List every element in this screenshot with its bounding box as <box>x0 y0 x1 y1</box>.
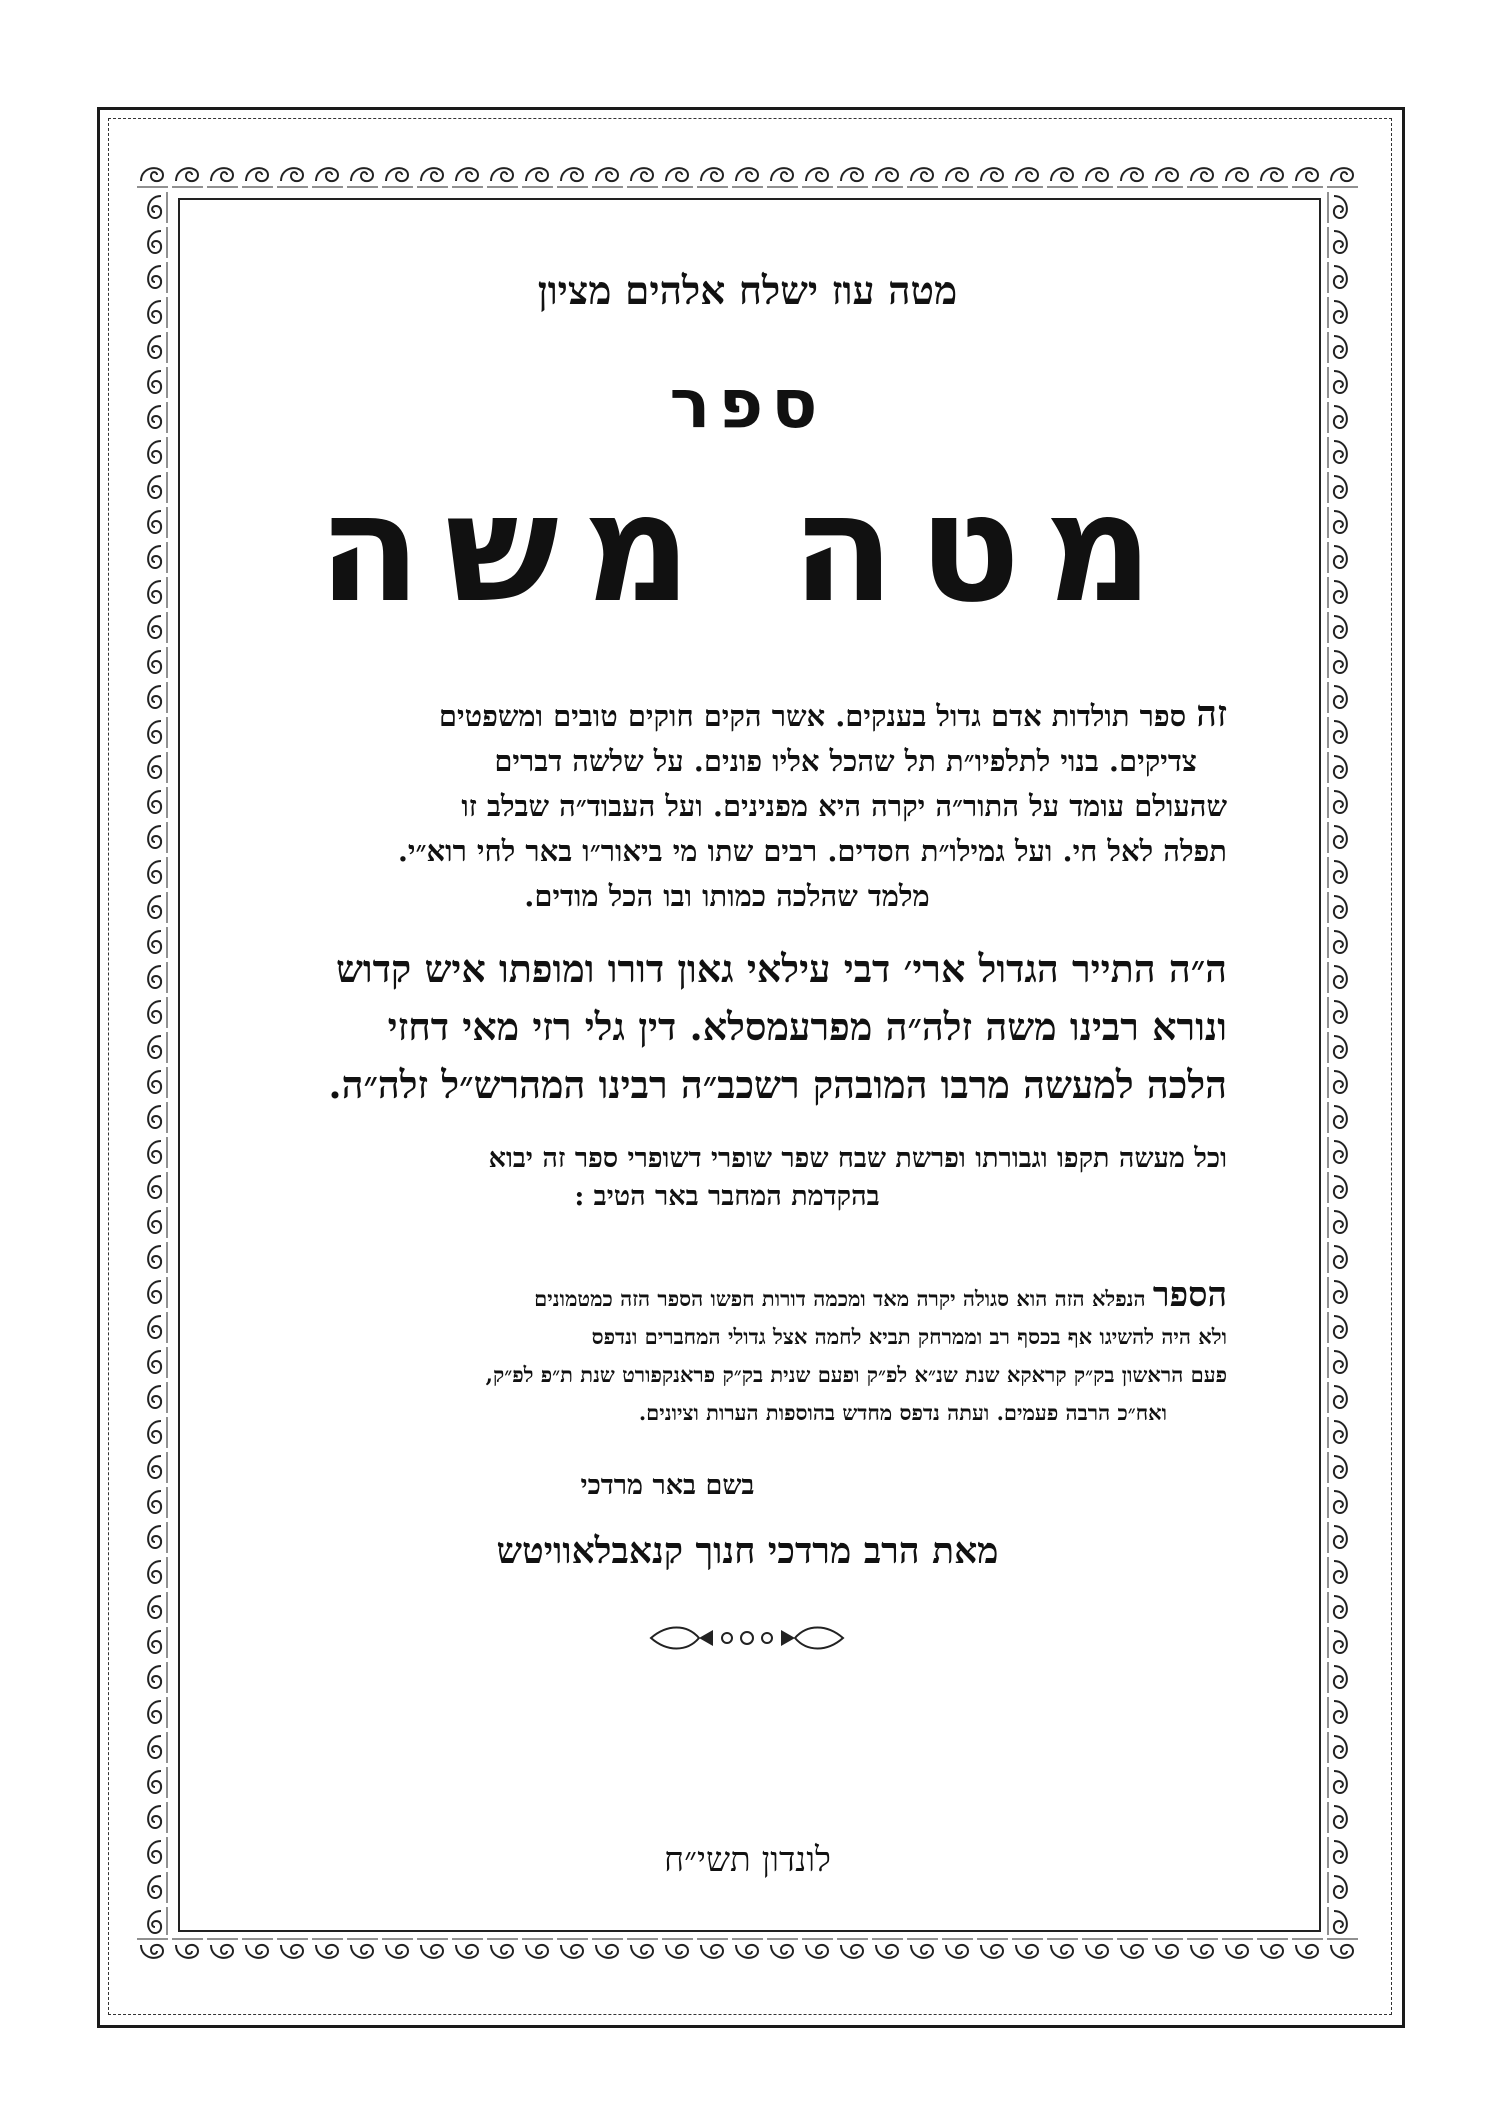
description-line-1 <box>227 692 1227 739</box>
swirl-border-top-icon <box>135 155 1360 191</box>
content <box>190 200 1305 1920</box>
description-line-3: שהעולם עומד על התור״ה יקרה היא מפנינים. ועל העבוד״ה שבלב זו <box>461 789 1227 823</box>
swirl-border-right-icon <box>1324 190 1360 1935</box>
history-paragraph <box>227 1276 1227 1432</box>
history-line-3: פעם הראשון בק״ק קראקא שנת שנ״א לפ״ק ופעם שנית בק״ק פראנקפורט שנת ת״פ לפ״ק, <box>485 1362 1227 1387</box>
page-title: מטה משה <box>317 462 1178 636</box>
author-praise-paragraph <box>227 940 1227 1114</box>
description-paragraph <box>227 692 1227 919</box>
history-line-1 <box>227 1276 1227 1318</box>
praise-line-3: הלכה למעשה מרבו המובהק רשכב״ה רבינו המהרש״ל זלה״ה. <box>328 1062 1227 1107</box>
motto: מטה עוז ישלח אלהים מציון <box>537 268 958 314</box>
blessing: בשם באר מרדכי <box>580 1470 755 1501</box>
description-line-5: מלמד שהלכה כמותו ובו הכל מודים. <box>524 879 930 913</box>
place-date: לונדון תשי״ח <box>664 1840 831 1880</box>
description-lead-word: זה <box>1196 693 1227 735</box>
description-line-4: תפלה לאל חי. ועל גמילו״ת חסדים. רבים שתו מי ביאור״ו באר לחי רוא״י. <box>397 834 1227 868</box>
description-line-2: צדיקים. בנוי לתלפיו״ת תל שהכל אליו פונים. על שלשה דברים <box>494 744 1197 778</box>
history-line-2: ולא היה להשיגו אף בכסף רב וממרחק תביא לחמה אצל גדולי המחברים ונדפס <box>591 1324 1227 1349</box>
history-lead-word: הספר <box>1152 1275 1227 1315</box>
praise-line-1: ה״ה התייר הגדול ארי׳ דבי עילאי גאון דורו ומופתו איש קדוש <box>336 946 1227 991</box>
praise-line-2: ונורא רבינו משה זלה״ה מפרעמסלא. דין גלי רזי מאי דחזי <box>387 1004 1227 1049</box>
sefer-label: ספר <box>669 365 826 444</box>
author-line: מאת הרב מרדכי חנוך קנאבלאוויטש <box>496 1530 999 1572</box>
description-line-1-text: ספר תולדות אדם גדול בענקים. אשר הקים חוקים טובים ומשפטים <box>438 699 1187 733</box>
history-line-4: ואח״כ הרבה פעמים. ועתה נדפס מחדש בהוספות הערות וציונים. <box>638 1400 1167 1425</box>
intro-line-1: וכל מעשה תקפו וגבורתו ופרשת שבח שפר שופרי דשופרי ספר זה יבוא <box>488 1143 1227 1174</box>
history-line-1-text: הנפלא הזה הוא סגולה יקרה מאד ומכמה דורות חפשו הספר הזה כמטמונים <box>534 1286 1146 1311</box>
scroll-ornament-icon <box>647 1620 847 1656</box>
swirl-border-bottom-icon <box>135 1935 1360 1971</box>
swirl-border-left-icon <box>135 190 171 1935</box>
intro-line-2: בהקדמת המחבר באר הטיב : <box>574 1181 880 1212</box>
introduction-note <box>227 1140 1227 1216</box>
